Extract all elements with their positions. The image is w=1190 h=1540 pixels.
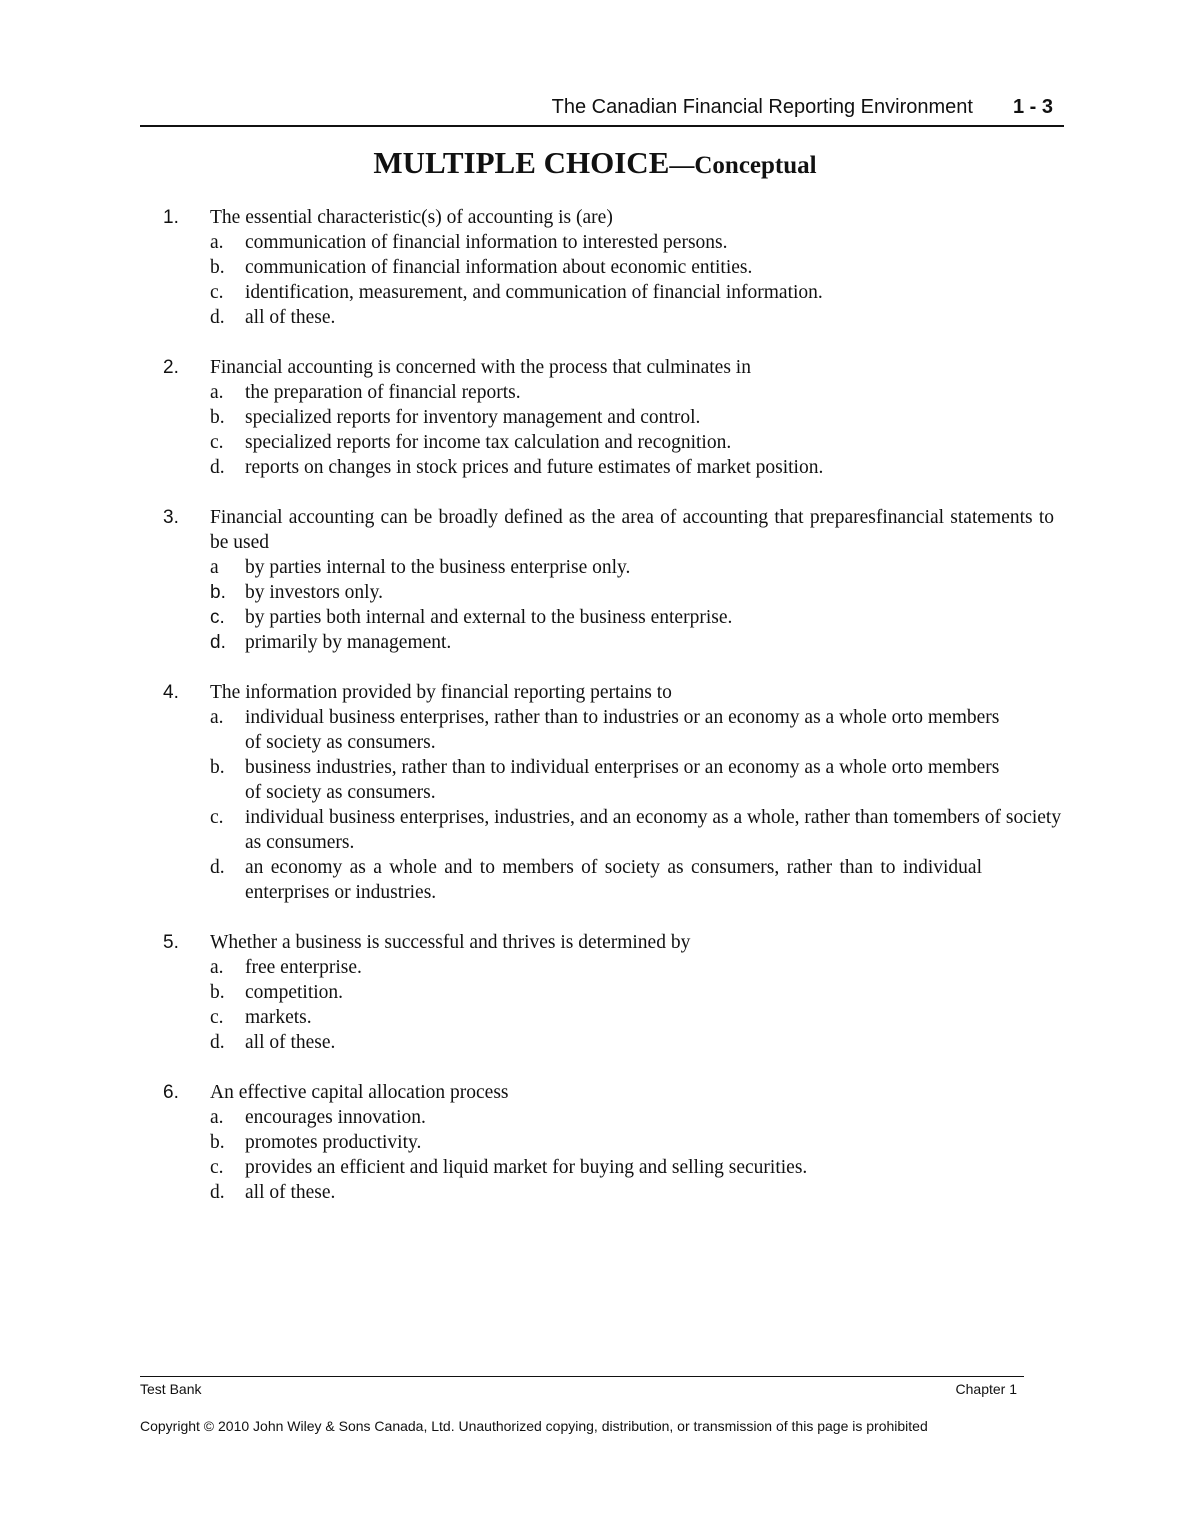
option-c (210, 280, 1065, 305)
option-text: competition. (245, 982, 344, 1003)
option-text: encourages innovation. (245, 1107, 426, 1128)
option-d (210, 855, 982, 905)
header-rule (140, 125, 1064, 127)
option-text: by parties internal to the business enterprise only. (245, 557, 631, 578)
option-text: free enterprise. (245, 957, 362, 978)
footer-chapter: Chapter 1 (955, 1381, 1017, 1397)
option-text: promotes productivity. (245, 1132, 422, 1153)
option-letter: d. (210, 857, 225, 878)
option-text: an economy as a whole and to members of society as consumers, rather than to individual enterprises or industries. (245, 857, 982, 903)
option-text: markets. (245, 1007, 312, 1028)
option-letter: b. (210, 1132, 225, 1153)
option-letter: b. (210, 257, 225, 278)
option-text: by parties both internal and external to the business enterprise. (245, 607, 733, 628)
option-b (210, 405, 1065, 430)
option-d (210, 1030, 1065, 1055)
option-text: the preparation of financial reports. (245, 382, 521, 403)
option-a (210, 380, 1065, 405)
option-letter: c. (210, 1007, 224, 1028)
option-a (210, 955, 1065, 980)
option-c (210, 805, 1065, 855)
option-letter: d. (210, 632, 226, 653)
option-text: all of these. (245, 1032, 336, 1053)
option-text: by investors only. (245, 582, 383, 603)
question-number: 4. (163, 682, 179, 703)
option-letter: d. (210, 1032, 225, 1053)
option-letter: d. (210, 1182, 225, 1203)
option-d (210, 455, 1065, 480)
option-b (210, 980, 1065, 1005)
question-list (160, 205, 1065, 1230)
option-letter: b. (210, 982, 225, 1003)
question-stem: Whether a business is successful and thrives is determined by (210, 932, 691, 953)
option-letter: c. (210, 1157, 224, 1178)
option-c (210, 430, 1065, 455)
option-b (210, 1130, 1065, 1155)
option-a (210, 705, 1005, 755)
option-letter: c. (210, 282, 224, 303)
option-letter: a. (210, 232, 224, 253)
option-letter: a. (210, 382, 224, 403)
question-1 (160, 205, 1065, 330)
option-text: reports on changes in stock prices and future estimates of market position. (245, 457, 824, 478)
question-5 (160, 930, 1065, 1055)
option-letter: a. (210, 707, 224, 728)
footer-test-bank: Test Bank (140, 1381, 202, 1397)
option-letter: b. (210, 757, 225, 778)
option-text: business industries, rather than to individual enterprises or an economy as a whole orto members of society as consumers. (245, 757, 1000, 803)
question-stem: The information provided by financial reporting pertains to (210, 682, 672, 703)
question-3 (160, 505, 1065, 655)
copyright-notice: Copyright © 2010 John Wiley & Sons Canada, Ltd. Unauthorized copying, distribution, or transmission of this page is prohibited (140, 1418, 928, 1434)
question-4 (160, 680, 1065, 905)
option-text: individual business enterprises, rather than to industries or an economy as a whole orto members of society as consumers. (245, 707, 1000, 753)
option-b (210, 580, 1065, 605)
option-text: identification, measurement, and communication of financial information. (245, 282, 823, 303)
footer-rule (140, 1376, 1024, 1377)
option-text: specialized reports for income tax calculation and recognition. (245, 432, 732, 453)
question-number: 2. (163, 357, 179, 378)
option-d (210, 1180, 1065, 1205)
option-letter: c. (210, 432, 224, 453)
question-stem: An effective capital allocation process (210, 1082, 509, 1103)
question-number: 6. (163, 1082, 179, 1103)
option-letter: d. (210, 307, 225, 328)
option-letter: b. (210, 407, 225, 428)
option-letter: a (210, 557, 219, 578)
question-stem: The essential characteristic(s) of accounting is (are) (210, 207, 613, 228)
option-c (210, 1005, 1065, 1030)
section-title-main: MULTIPLE CHOICE (373, 145, 670, 180)
option-c (210, 605, 1065, 630)
question-number: 1. (163, 207, 179, 228)
option-text: specialized reports for inventory management and control. (245, 407, 701, 428)
option-letter: c. (210, 807, 224, 828)
page-number: 1 - 3 (1012, 96, 1053, 118)
section-title-sub: —Conceptual (669, 152, 817, 179)
option-letter: a. (210, 1107, 224, 1128)
option-letter: a. (210, 957, 224, 978)
option-d (210, 630, 1065, 655)
option-b (210, 255, 1065, 280)
question-stem: Financial accounting can be broadly defined as the area of accounting that preparesfinancial statements to be used (210, 507, 1054, 553)
running-header (140, 96, 1063, 122)
option-letter: c. (210, 607, 225, 628)
option-text: all of these. (245, 307, 336, 328)
option-text: individual business enterprises, industries, and an economy as a whole, rather than tomembers of society as consumers. (245, 807, 1062, 853)
question-2 (160, 355, 1065, 480)
option-a (210, 555, 1065, 580)
option-text: primarily by management. (245, 632, 452, 653)
option-b (210, 755, 1005, 805)
section-title (0, 145, 1190, 181)
question-stem: Financial accounting is concerned with the process that culminates in (210, 357, 751, 378)
option-a (210, 1105, 1065, 1130)
option-letter: d. (210, 457, 225, 478)
option-c (210, 1155, 1065, 1180)
option-text: all of these. (245, 1182, 336, 1203)
option-text: communication of financial information to interested persons. (245, 232, 728, 253)
question-6 (160, 1080, 1065, 1205)
option-d (210, 305, 1065, 330)
option-text: provides an efficient and liquid market for buying and selling securities. (245, 1157, 808, 1178)
option-a (210, 230, 1065, 255)
option-letter: b. (210, 582, 226, 603)
option-text: communication of financial information about economic entities. (245, 257, 753, 278)
chapter-title: The Canadian Financial Reporting Environment (551, 96, 973, 118)
question-number: 3. (163, 507, 179, 528)
question-number: 5. (163, 932, 179, 953)
